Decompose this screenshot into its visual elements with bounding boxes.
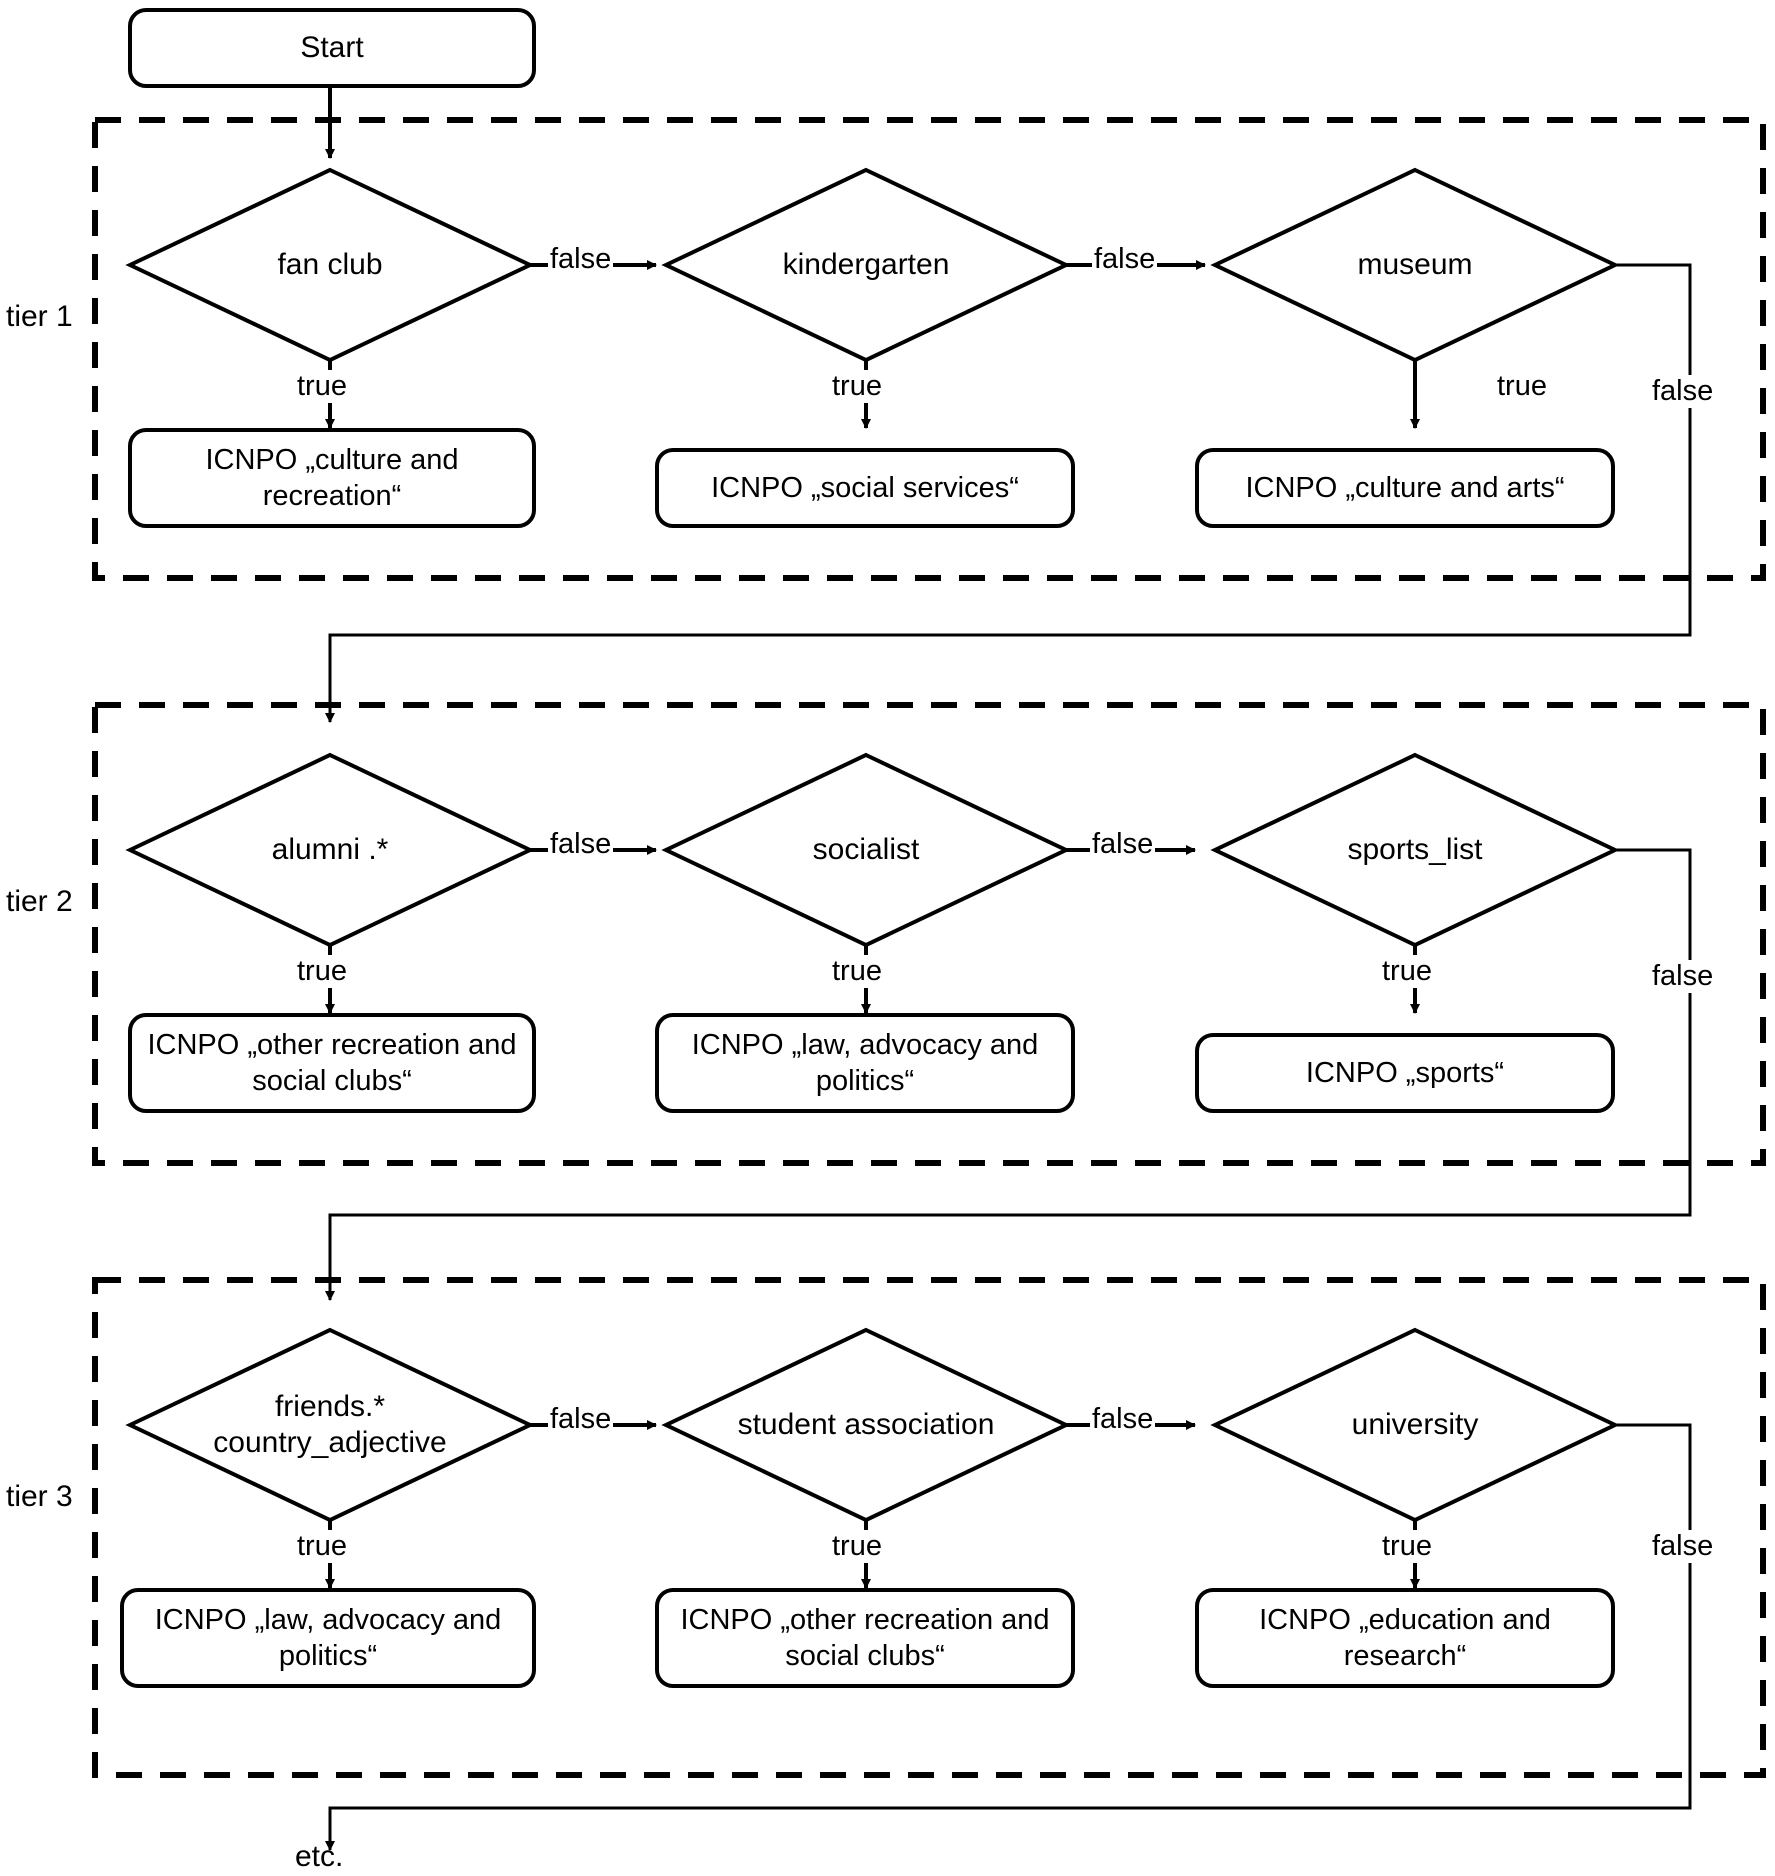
- outcome-fan-club-label: ICNPO „culture and recreation“: [205, 443, 459, 512]
- decision-alumni-label: alumni .*: [271, 833, 389, 866]
- decision-student-association-label: student association: [737, 1408, 995, 1441]
- tier-3-label: tier 3: [6, 1480, 73, 1513]
- decision-university-label: university: [1351, 1408, 1479, 1441]
- edge-label-t1-d1-false: false: [550, 243, 612, 275]
- edge-label-t3-d3-true: true: [1382, 1530, 1432, 1562]
- decision-kindergarten: [666, 170, 1066, 360]
- decision-socialist-label: socialist: [812, 833, 920, 866]
- outcome-friends-label: ICNPO „law, advocacy and politics“: [154, 1603, 502, 1672]
- outcome-alumni-label: ICNPO „other recreation and social clubs“: [147, 1028, 517, 1097]
- edge-label-t3-d2-false: false: [1092, 1403, 1154, 1435]
- edge-label-t3-d1-false: false: [550, 1403, 612, 1435]
- edge-label-t1-d1-true: true: [297, 370, 347, 402]
- outcome-sports-list: [1195, 1033, 1615, 1113]
- edge-label-t1-d2-true: true: [832, 370, 882, 402]
- outcome-kindergarten: [655, 448, 1075, 528]
- outcome-sports-list-label: ICNPO „sports“: [1305, 1056, 1505, 1089]
- outcome-alumni: [128, 1013, 536, 1113]
- decision-sports-list-label: sports_list: [1347, 833, 1483, 866]
- edge-label-t3-d1-true: true: [297, 1530, 347, 1562]
- outcome-student-association: [655, 1588, 1075, 1688]
- decision-student-association: [666, 1330, 1066, 1520]
- tier-1-label: tier 1: [6, 300, 73, 333]
- edge-label-t3-d3-false: false: [1652, 1530, 1714, 1562]
- outcome-museum: [1195, 448, 1615, 528]
- outcome-kindergarten-label: ICNPO „social services“: [711, 471, 1019, 504]
- outcome-student-association-label: ICNPO „other recreation and social clubs“: [680, 1603, 1050, 1672]
- edge-label-t2-d1-false: false: [550, 828, 612, 860]
- decision-kindergarten-label: kindergarten: [782, 248, 950, 281]
- edge-label-t2-d3-true: true: [1382, 955, 1432, 987]
- decision-friends-country-adjective: [130, 1330, 530, 1520]
- decision-socialist: [666, 755, 1066, 945]
- decision-alumni: [130, 755, 530, 945]
- etc-label: etc.: [295, 1840, 344, 1873]
- edge-label-t1-d2-false: false: [1094, 243, 1156, 275]
- outcome-fan-club: [128, 428, 536, 528]
- outcome-university-label: ICNPO „education and research“: [1259, 1603, 1551, 1672]
- tier-2-label: tier 2: [6, 885, 73, 918]
- edge-label-t3-d2-true: true: [832, 1530, 882, 1562]
- decision-museum: [1215, 170, 1615, 360]
- decision-fan-club-label: fan club: [277, 248, 383, 281]
- decision-university: [1215, 1330, 1615, 1520]
- outcome-university: [1195, 1588, 1615, 1688]
- edge-label-t1-d3-true: true: [1497, 370, 1547, 402]
- decision-museum-label: museum: [1357, 248, 1473, 281]
- decision-fan-club: [130, 170, 530, 360]
- edge-label-t2-d2-false: false: [1092, 828, 1154, 860]
- outcome-museum-label: ICNPO „culture and arts“: [1245, 471, 1565, 504]
- outcome-friends: [120, 1588, 536, 1688]
- outcome-socialist-label: ICNPO „law, advocacy and politics“: [691, 1028, 1039, 1097]
- start-label: Start: [300, 31, 364, 65]
- edge-label-t2-d1-true: true: [297, 955, 347, 987]
- start-node: [128, 8, 536, 88]
- decision-sports-list: [1215, 755, 1615, 945]
- edge-label-t2-d2-true: true: [832, 955, 882, 987]
- edge-label-t1-d3-false: false: [1652, 375, 1714, 407]
- outcome-socialist: [655, 1013, 1075, 1113]
- decision-friends-label: friends.* country_adjective: [213, 1390, 447, 1459]
- edge-label-t2-d3-false: false: [1652, 960, 1714, 992]
